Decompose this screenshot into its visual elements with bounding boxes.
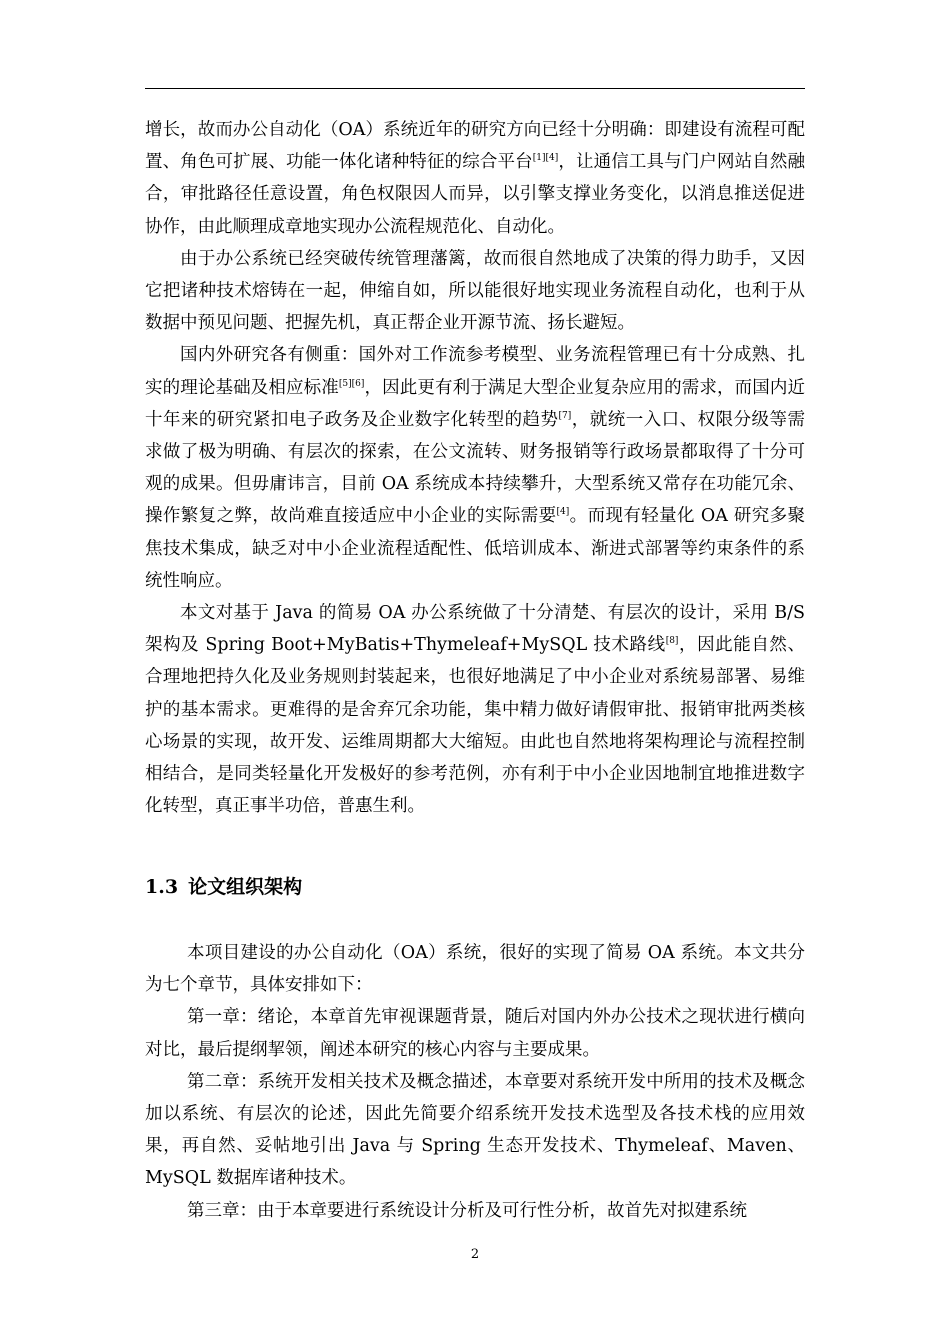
paragraph [145, 243, 805, 340]
citation-ref: [8] [665, 636, 679, 647]
citation-ref: [5][6] [338, 378, 365, 389]
paragraph-text: 由于办公系统已经突破传统管理藩篱，故而很自然地成了决策的得力助手，又因它把诸种技术熔铸在一起，伸缩自如，所以能很好地实现业务流程自动化，也利于从数据中预见问题、把握先机，真正帮企业开源节流、扬长避短。 [145, 248, 805, 334]
header-rule [145, 88, 805, 89]
paragraph [145, 1195, 805, 1227]
citation-ref: [7] [558, 410, 572, 421]
paragraph-text: 增长，故而办公自动化（OA）系统近年的研究方向已经十分明确：即建设有流程可配置、角色可扩展、功能一体化诸种特征的综合平台 [145, 120, 805, 173]
page-number: 2 [470, 1247, 480, 1262]
paragraph-text: 国内外研究各有侧重：国外对工作流参考模型、业务流程管理已有十分成熟、扎实的理论基础及相应标准 [145, 345, 805, 398]
paragraph [145, 114, 805, 243]
paragraph-text: 本文对基于 Java 的简易 OA 办公系统做了十分清楚、有层次的设计，采用 B/S 架构及 Spring Boot+MyBatis+Thymeleaf+MySQL 技术路线 [145, 603, 805, 656]
paragraph-text: 第一章：绪论，本章首先审视课题背景，随后对国内外办公技术之现状进行横向对比，最后提纲挈领，阐述本研究的核心内容与主要成果。 [145, 1007, 805, 1060]
paragraph [145, 597, 805, 822]
paragraph-text: ，让通信工具与门户网站自然融合，审批路径任意设置，角色权限因人而异，以引擎支撑业务变化，以消息推送促进协作，由此顺理成章地实现办公流程规范化、自动化。 [145, 152, 805, 237]
paragraph-text: ，因此更有利于满足大型企业复杂应用的需求，而国内近十年来的研究紧扣电子政务及企业数字化转型的趋势 [145, 377, 805, 430]
paragraph [145, 339, 805, 597]
paragraph [145, 937, 805, 1001]
body-text-section [145, 114, 805, 822]
body-text-section-2 [145, 937, 805, 1227]
section-title: 论文组织架构 [188, 876, 303, 898]
paragraph-text: ，就统一入口、权限分级等需求做了极为明确、有层次的探索，在公文流转、财务报销等行政场景都取得了十分可观的成果。但毋庸讳言，目前 OA 系统成本持续攀升，大型系统又常存在功能冗余、操作繁复之弊，故尚难直接适应中小企业的实际需要 [145, 409, 806, 527]
section-number: 1.3 [145, 876, 179, 898]
paragraph [145, 1001, 805, 1065]
paragraph-text: ，因此能自然、合理地把持久化及业务规则封装起来，也很好地满足了中小企业对系统易部署、易维护的基本需求。更难得的是舍弃冗余功能，集中精力做好请假审批、报销审批两类核心场景的实现，故开发、运维周期都大大缩短。由此也自然地将架构理论与流程控制相结合，是同类轻量化开发极好的参考范例，亦有利于中小企业因地制宜地推进数字化转型，真正事半功倍，普惠生利。 [145, 635, 805, 817]
paragraph-text: 。而现有轻量化 OA 研究多聚焦技术集成，缺乏对中小企业流程适配性、低培训成本、渐进式部署等约束条件的系统性响应。 [145, 506, 805, 591]
paragraph-text: 第三章：由于本章要进行系统设计分析及可行性分析，故首先对拟建系统 [187, 1200, 747, 1221]
citation-ref: [4] [556, 507, 570, 518]
paragraph-text: 第二章：系统开发相关技术及概念描述，本章要对系统开发中所用的技术及概念加以系统、有层次的论述，因此先简要介绍系统开发技术选型及各技术栈的应用效果，再自然、妥帖地引出 Java 与 Spring 生态开发技术、Thymeleaf、Maven、MySQL 数据库诸种技术。 [145, 1071, 805, 1189]
section-heading [145, 874, 302, 900]
paragraph [145, 1066, 805, 1195]
paragraph-text: 本项目建设的办公自动化（OA）系统，很好的实现了简易 OA 系统。本文共分为七个章节，具体安排如下： [145, 943, 805, 996]
citation-ref: [1][4] [532, 153, 559, 164]
